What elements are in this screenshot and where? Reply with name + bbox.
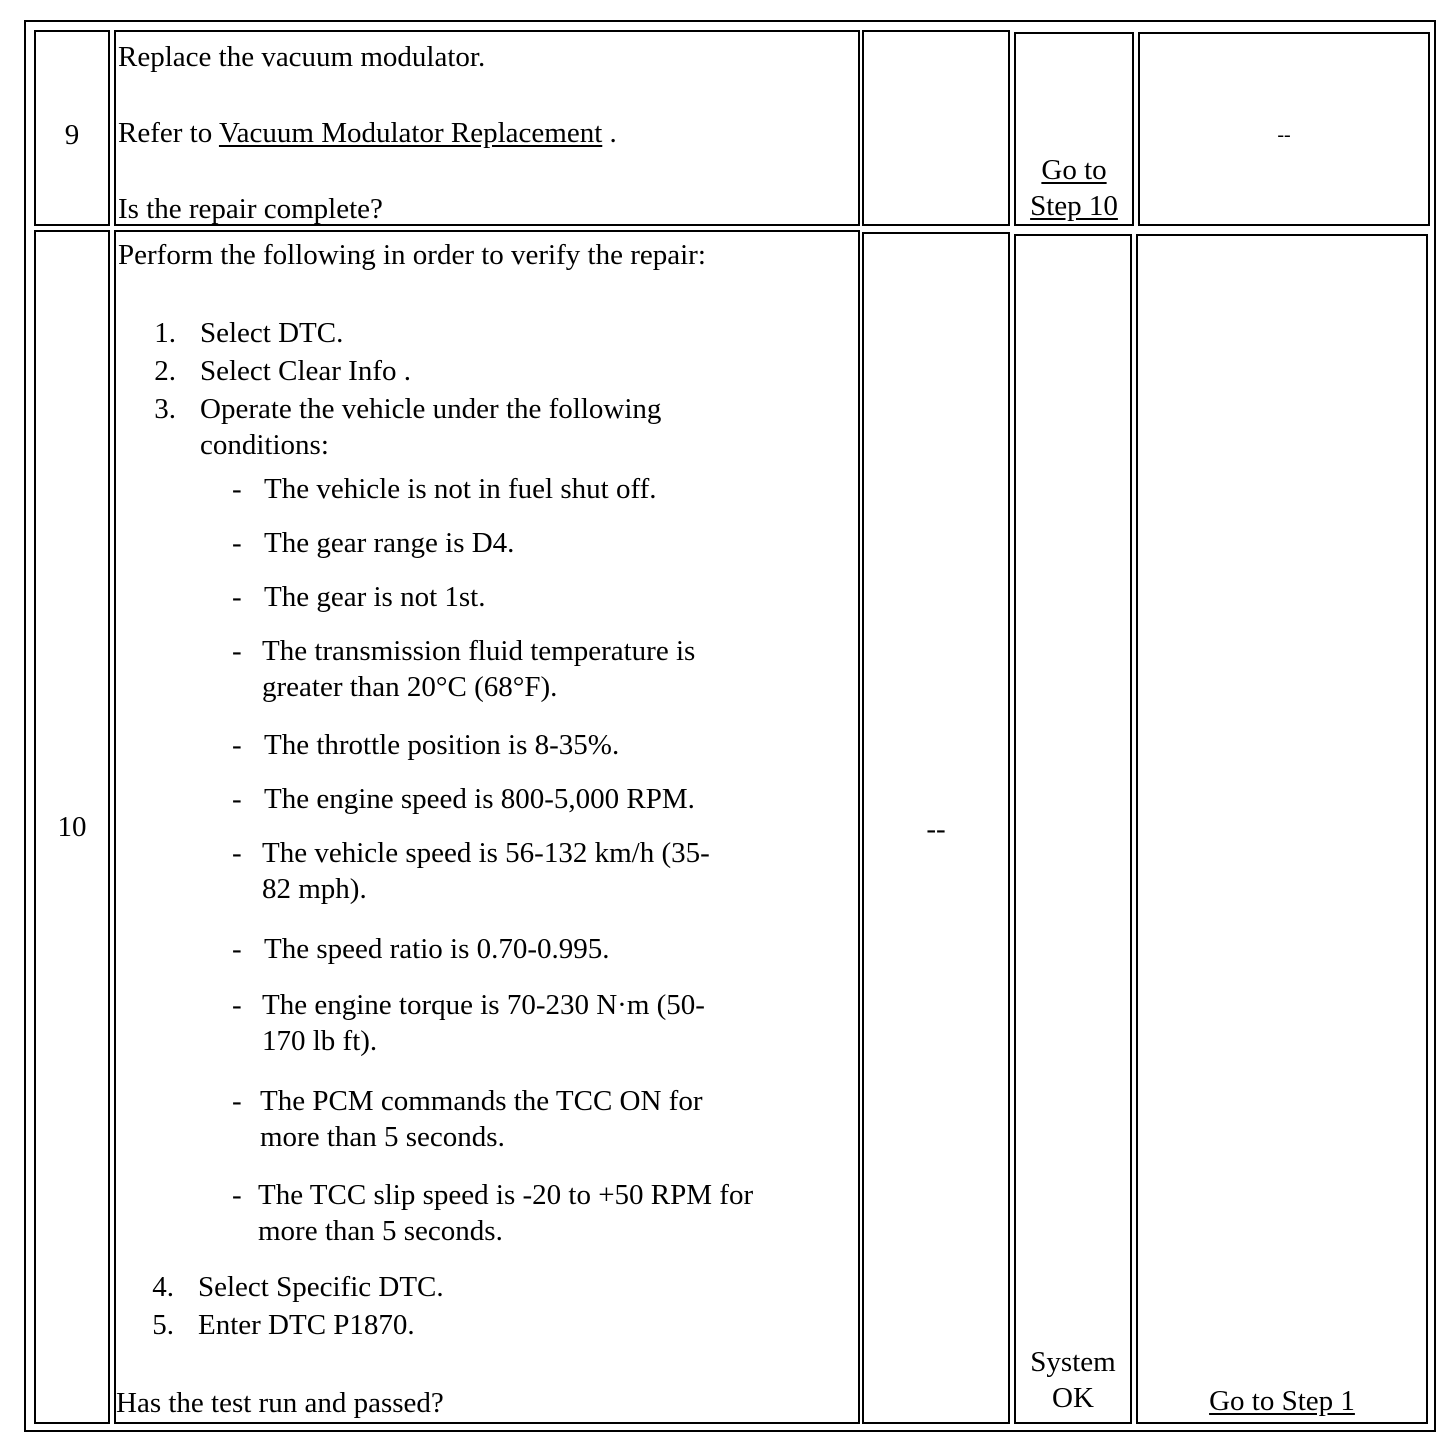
condition-text: The transmission fluid temperature is <box>262 635 696 667</box>
condition-text: The throttle position is 8-35%. <box>264 729 620 761</box>
step-number-cell <box>34 230 110 1424</box>
condition-text: The PCM commands the TCC ON for <box>260 1085 703 1117</box>
condition-text: The gear is not 1st. <box>264 581 486 613</box>
refer-suffix: . <box>602 117 617 149</box>
step-number: 10 <box>57 811 87 843</box>
system-ok-text: System OK <box>1030 1346 1116 1414</box>
no-cell <box>1136 234 1428 1424</box>
list-item-text: Select Specific DTC. <box>198 1271 444 1303</box>
action-question: Has the test run and passed? <box>116 1387 444 1419</box>
condition-text: The engine torque is 70-230 N·m (50- <box>262 989 705 1021</box>
no-cell <box>1138 32 1430 226</box>
values-cell <box>862 30 1010 226</box>
condition-text: The vehicle is not in fuel shut off. <box>264 473 657 505</box>
yes-cell <box>1014 234 1132 1424</box>
yes-cell <box>1014 32 1134 226</box>
list-item-text-continued: conditions: <box>200 429 329 461</box>
list-item-number: 4. <box>152 1271 174 1303</box>
go-to-step-10-link[interactable]: Go to Step 10 <box>1030 154 1118 222</box>
values-text: -- <box>926 813 946 845</box>
condition-text-continued: greater than 20°C (68°F). <box>262 671 558 703</box>
condition-bullet: - <box>232 473 242 505</box>
condition-bullet: - <box>232 581 242 613</box>
condition-bullet: - <box>232 1179 242 1211</box>
condition-text-continued: more than 5 seconds. <box>260 1121 505 1153</box>
action-intro: Perform the following in order to verify the repair: <box>118 239 706 271</box>
condition-text-continued: 82 mph). <box>262 873 367 905</box>
step-number-cell <box>34 30 110 226</box>
list-item-text: Select Clear Info . <box>200 355 411 387</box>
list-item-text: Enter DTC P1870. <box>198 1309 415 1341</box>
action-text: Replace the vacuum modulator. <box>118 41 486 73</box>
condition-bullet: - <box>232 783 242 815</box>
condition-text: The vehicle speed is 56-132 km/h (35- <box>262 837 710 869</box>
condition-bullet: - <box>232 527 242 559</box>
condition-text: The gear range is D4. <box>264 527 515 559</box>
vacuum-modulator-replacement-link[interactable]: Vacuum Modulator Replacement <box>218 117 603 149</box>
condition-text: The engine speed is 800-5,000 RPM. <box>264 783 695 815</box>
condition-bullet: - <box>232 933 242 965</box>
action-cell <box>114 230 860 1424</box>
action-question: Is the repair complete? <box>118 193 383 225</box>
refer-prefix: Refer to <box>118 117 219 149</box>
list-item-number: 5. <box>152 1309 174 1341</box>
procedure-table <box>24 20 1436 1432</box>
condition-text-continued: 170 lb ft). <box>262 1025 378 1057</box>
condition-bullet: - <box>232 837 242 869</box>
condition-bullet: - <box>232 989 242 1021</box>
condition-text: The TCC slip speed is -20 to +50 RPM for <box>258 1179 754 1211</box>
values-cell <box>862 232 1010 1424</box>
action-cell <box>114 30 860 226</box>
list-item-text: Select DTC. <box>200 317 344 349</box>
list-item-text: Operate the vehicle under the following <box>200 393 662 425</box>
condition-text-continued: more than 5 seconds. <box>258 1215 503 1247</box>
condition-bullet: - <box>232 635 242 667</box>
step-number: 9 <box>64 119 80 151</box>
go-to-step-1-link[interactable]: Go to Step 1 <box>1209 1385 1355 1417</box>
list-item-number: 1. <box>154 317 176 349</box>
condition-bullet: - <box>232 1085 242 1117</box>
no-text: -- <box>1277 124 1291 146</box>
condition-bullet: - <box>232 729 242 761</box>
refer-line <box>118 116 617 150</box>
list-item-number: 2. <box>154 355 176 387</box>
list-item-number: 3. <box>154 393 176 425</box>
condition-text: The speed ratio is 0.70-0.995. <box>264 933 610 965</box>
